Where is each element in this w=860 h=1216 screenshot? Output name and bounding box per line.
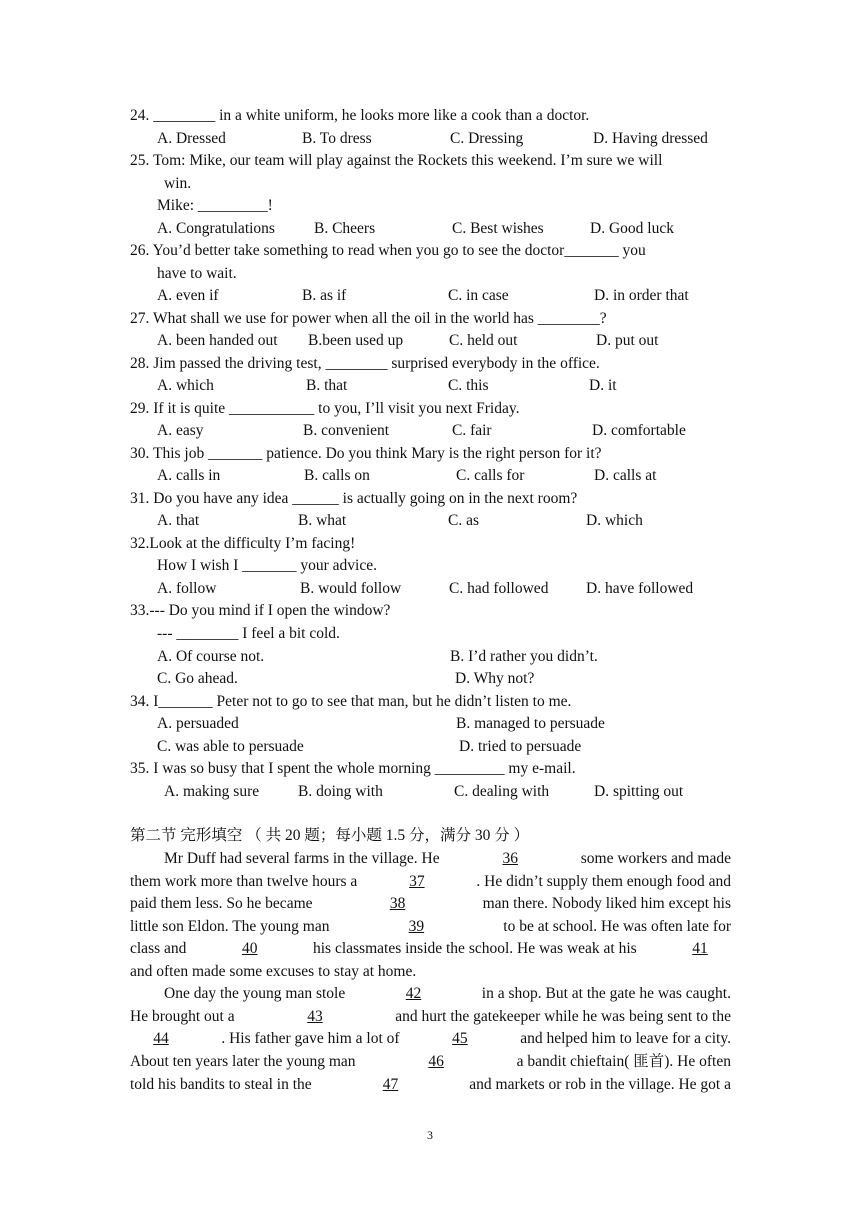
q30-option-b: B. calls on	[304, 467, 370, 484]
q31-option-c: C. as	[448, 512, 479, 529]
passage-line	[130, 962, 731, 982]
q26-stem-cont: have to wait.	[157, 265, 237, 282]
q33-option-c: C. Go ahead.	[157, 670, 238, 687]
q30-stem: 30. This job _______ patience. Do you think Mary is the right person for it?	[130, 445, 602, 462]
q34-option-d: D. tried to persuade	[459, 738, 582, 755]
q26-option-a: A. even if	[157, 287, 219, 304]
q24-option-c: C. Dressing	[450, 130, 524, 147]
q25-reply: Mike: _________!	[157, 197, 273, 214]
q33-option-d: D. Why not?	[455, 670, 535, 687]
passage-text: He brought out a	[130, 1008, 235, 1025]
q29-option-b: B. convenient	[303, 422, 390, 439]
q33-stem-cont: --- ________ I feel a bit cold.	[157, 625, 340, 642]
passage-line	[130, 1029, 731, 1049]
passage-text: in a shop. But at the gate he was caught.	[481, 985, 731, 1002]
passage-text: . He didn’t supply them enough food and	[476, 873, 731, 890]
cloze-blank: 36	[502, 850, 518, 867]
page-number: 3	[427, 1128, 433, 1142]
q35-option-a: A. making sure	[164, 783, 260, 800]
q24-option-d: D. Having dressed	[593, 130, 708, 147]
q26-option-b: B. as if	[302, 287, 347, 304]
q34-option-a: A. persuaded	[157, 715, 239, 732]
q29-option-c: C. fair	[452, 422, 492, 439]
q27-option-b: B.been used up	[308, 332, 404, 349]
passage-line	[130, 1007, 731, 1027]
q34-stem: 34. I_______ Peter not to go to see that man, but he didn’t listen to me.	[130, 693, 572, 710]
cloze-blank: 39	[408, 918, 425, 935]
cloze-blank: 37	[409, 873, 425, 890]
passage-line	[130, 917, 731, 937]
section-heading: 第二节 完形填空 （ 共 20 题；每小题 1.5 分，满分 30 分 ）	[130, 827, 530, 844]
cloze-blank: 45	[452, 1030, 468, 1047]
q30-option-d: D. calls at	[594, 467, 657, 484]
passage-text: told his bandits to steal in the	[130, 1076, 312, 1093]
cloze-blank: 40	[241, 940, 258, 957]
q35-option-b: B. doing with	[298, 783, 383, 800]
q31-option-b: B. what	[298, 512, 347, 529]
q24-stem: 24. ________ in a white uniform, he looks more like a cook than a doctor.	[130, 107, 590, 124]
q28-option-b: B. that	[306, 377, 348, 394]
cloze-blank: 42	[405, 985, 422, 1002]
q35-option-d: D. spitting out	[594, 783, 684, 800]
passage-line	[130, 894, 731, 914]
passage-text: paid them less. So he became	[130, 895, 313, 912]
q28-option-d: D. it	[589, 377, 617, 394]
q26-stem: 26. You’d better take something to read when you go to see the doctor_______ you	[130, 242, 646, 259]
q28-option-a: A. which	[157, 377, 214, 394]
passage-text: Mr Duff had several farms in the village. He	[164, 850, 440, 867]
passage-text: and markets or rob in the village. He got a	[469, 1076, 731, 1093]
cloze-blank: 43	[307, 1008, 323, 1025]
q34-option-b: B. managed to persuade	[456, 715, 605, 732]
q32-option-b: B. would follow	[300, 580, 402, 597]
q30-option-c: C. calls for	[456, 467, 525, 484]
q25-option-b: B. Cheers	[314, 220, 376, 237]
q32-stem: 32.Look at the difficulty I’m facing!	[130, 535, 356, 552]
q25-stem-cont: win.	[164, 175, 192, 192]
q25-option-a: A. Congratulations	[157, 220, 275, 237]
passage-text: his classmates inside the school. He was weak at his	[312, 940, 637, 957]
passage-line	[130, 939, 731, 959]
q26-option-c: C. in case	[448, 287, 509, 304]
q31-option-a: A. that	[157, 512, 200, 529]
passage-text: and helped him to leave for a city.	[520, 1030, 731, 1047]
passage-text: and often made some excuses to stay at home.	[130, 963, 417, 980]
passage-text: . His father gave him a lot of	[221, 1030, 400, 1047]
q27-option-c: C. held out	[449, 332, 518, 349]
passage-text: some workers and made	[580, 850, 731, 867]
q27-option-d: D. put out	[596, 332, 659, 349]
cloze-blank: 38	[389, 895, 406, 912]
passage-text: little son Eldon. The young man	[130, 918, 330, 935]
passage-text: them work more than twelve hours a	[130, 873, 358, 890]
q25-option-d: D. Good luck	[590, 220, 674, 237]
passage-line	[130, 1052, 731, 1072]
passage-text: One day the young man stole	[164, 985, 346, 1002]
cloze-blank: 44	[153, 1030, 169, 1047]
q30-option-a: A. calls in	[157, 467, 221, 484]
q24-option-a: A. Dressed	[157, 130, 226, 147]
q33-stem: 33.--- Do you mind if I open the window?	[130, 602, 391, 619]
passage-line	[130, 1075, 731, 1095]
q28-option-c: C. this	[448, 377, 489, 394]
q25-option-c: C. Best wishes	[452, 220, 544, 237]
q29-stem: 29. If it is quite ___________ to you, I’ll visit you next Friday.	[130, 400, 520, 417]
passage-text: man there. Nobody liked him except his	[482, 895, 731, 912]
q27-stem: 27. What shall we use for power when all the oil in the world has ________?	[130, 310, 607, 327]
passage-text: to be at school. He was often late for	[503, 918, 731, 935]
passage-text: and hurt the gatekeeper while he was being sent to the	[395, 1008, 731, 1025]
q33-option-a: A. Of course not.	[157, 648, 265, 665]
passage-line	[130, 872, 731, 892]
q26-option-d: D. in order that	[594, 287, 689, 304]
q35-stem: 35. I was so busy that I spent the whole morning _________ my e-mail.	[130, 760, 576, 777]
passage-text: class and	[130, 940, 187, 957]
passage-text: About ten years later the young man	[130, 1053, 356, 1070]
cloze-blank: 46	[428, 1053, 444, 1070]
q33-option-b: B. I’d rather you didn’t.	[450, 648, 598, 665]
q31-stem: 31. Do you have any idea ______ is actually going on in the next room?	[130, 490, 578, 507]
q32-stem-cont: How I wish I _______ your advice.	[157, 557, 377, 574]
q25-stem: 25. Tom: Mike, our team will play against the Rockets this weekend. I’m sure we will	[130, 152, 663, 169]
cloze-blank: 47	[382, 1076, 399, 1093]
q27-option-a: A. been handed out	[157, 332, 278, 349]
q28-stem: 28. Jim passed the driving test, ________ surprised everybody in the office.	[130, 355, 600, 372]
passage-line	[164, 984, 731, 1004]
q24-option-b: B. To dress	[302, 130, 372, 147]
q29-option-a: A. easy	[157, 422, 204, 439]
q32-option-a: A. follow	[157, 580, 217, 597]
q35-option-c: C. dealing with	[454, 783, 550, 800]
q29-option-d: D. comfortable	[592, 422, 686, 439]
q34-option-c: C. was able to persuade	[157, 738, 304, 755]
q32-option-c: C. had followed	[449, 580, 549, 597]
q32-option-d: D. have followed	[586, 580, 694, 597]
q31-option-d: D. which	[586, 512, 643, 529]
cloze-blank: 41	[692, 940, 708, 957]
passage-line	[164, 849, 731, 869]
passage-text: a bandit chieftain( 匪首). He often	[516, 1053, 731, 1070]
